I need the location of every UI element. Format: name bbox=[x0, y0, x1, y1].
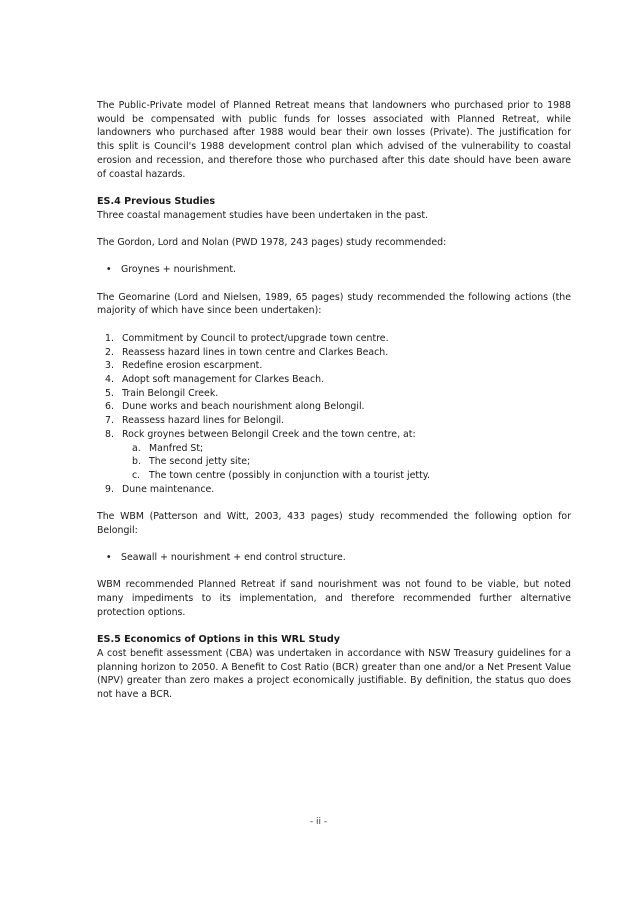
geomarine-paragraph: The Geomarine (Lord and Nielsen, 1989, 65 pages) study recommended the following actions (the majority of which have since been undertaken): bbox=[97, 291, 571, 317]
sub-list-item: a. Manfred St; bbox=[132, 442, 204, 454]
sub-list-item: c. The town centre (possibly in conjunction with a tourist jetty. bbox=[132, 469, 430, 481]
sub-list-item: b. The second jetty site; bbox=[132, 456, 251, 468]
list-item: 8. Rock groynes between Belongil Creek and the town centre, at: a. Manfred St; b. The second jetty site; c. The town centre (possibly in conjunction with a tourist jetty. bbox=[97, 428, 571, 483]
intro-paragraph: The Public-Private model of Planned Retreat means that landowners who purchased prior to 1988 would be compensated with public funds for losses associated with Planned Retreat, while landowners who purchased after 1988 would bear their own losses (Private). The justification for this split is Council's 1988 development control plan which advised of the vulnerability to coastal erosion and recession, and therefore those who purchased after this date should have been aware of coastal hazards. bbox=[97, 100, 571, 180]
document-body bbox=[97, 99, 571, 702]
list-item: 3. Redefine erosion escarpment. bbox=[105, 360, 263, 372]
list-item: 5. Train Belongil Creek. bbox=[105, 387, 219, 399]
list-item: • Seawall + nourishment + end control structure. bbox=[97, 551, 571, 565]
list-item: • Groynes + nourishment. bbox=[97, 263, 571, 277]
list-item: 2. Reassess hazard lines in town centre and Clarkes Beach. bbox=[105, 346, 389, 358]
es5-heading: ES.5 Economics of Options in this WRL Study bbox=[97, 634, 340, 646]
gordon-bullet-list bbox=[97, 263, 571, 277]
geomarine-action-list bbox=[97, 332, 571, 496]
wbm-paragraph: The WBM (Patterson and Witt, 2003, 433 pages) study recommended the following option for Belongil: bbox=[97, 511, 571, 536]
list-item: 1. Commitment by Council to protect/upgrade town centre. bbox=[105, 332, 389, 344]
wbm-bullet-list bbox=[97, 551, 571, 565]
list-item: 7. Reassess hazard lines for Belongil. bbox=[105, 415, 285, 427]
es5-paragraph: A cost benefit assessment (CBA) was undertaken in accordance with NSW Treasury guidelines for a planning horizon to 2050. A Benefit to Cost Ratio (BCR) greater than one and/or a Net Present Value (NPV) greater than zero makes a project economically justifiable. By definition, the status quo does not have a BCR. bbox=[97, 647, 571, 701]
wbm-followup-paragraph: WBM recommended Planned Retreat if sand nourishment was not found to be viable, but noted many impediments to its implementation, and therefore recommended further alternative protection options. bbox=[97, 579, 571, 618]
page-number: - ii - bbox=[309, 817, 328, 827]
list-item: 4. Adopt soft management for Clarkes Beach. bbox=[105, 373, 325, 385]
gordon-paragraph: The Gordon, Lord and Nolan (PWD 1978, 243 pages) study recommended: bbox=[97, 237, 447, 248]
es4-heading: ES.4 Previous Studies bbox=[97, 195, 216, 207]
groyne-site-sublist bbox=[97, 442, 571, 483]
list-item: 9. Dune maintenance. bbox=[105, 483, 215, 495]
list-item: 6. Dune works and beach nourishment along Belongil. bbox=[105, 401, 365, 413]
es4-intro: Three coastal management studies have been undertaken in the past. bbox=[97, 209, 429, 221]
